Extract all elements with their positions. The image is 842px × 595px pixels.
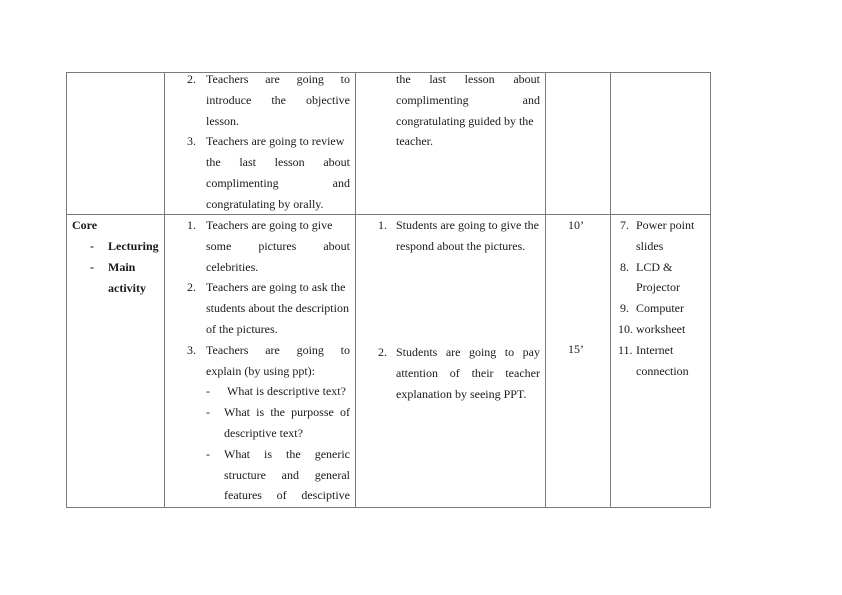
word: of [449, 365, 460, 380]
word: going [296, 342, 324, 357]
student-activity-line [396, 345, 540, 359]
student-activity-line: Students are going to give the [396, 218, 539, 232]
teacher-activity-line: lesson. [206, 113, 239, 128]
teacher-activity-line: students about the description [206, 301, 349, 316]
word: last [239, 155, 256, 170]
student-activity-line [396, 366, 540, 380]
explanation-bullet-line [224, 405, 350, 419]
word: objective [306, 92, 350, 107]
word: desciptive [301, 488, 350, 503]
word: purposse [291, 405, 334, 420]
table-row-border [66, 214, 711, 215]
media-item: connection [636, 363, 689, 378]
media-item: Computer [636, 301, 684, 316]
teacher-activity-line [206, 72, 350, 86]
teacher-activity-line [206, 176, 350, 190]
word: to [504, 345, 515, 359]
media-item: Power point [636, 218, 695, 232]
word: about [323, 238, 350, 253]
teacher-activity-line [206, 93, 350, 107]
list-number: 7. [620, 218, 629, 232]
student-activity-line: explanation by seeing PPT. [396, 386, 527, 401]
word: Teachers [206, 72, 249, 86]
word: are [265, 342, 280, 357]
student-activity-line [396, 72, 540, 86]
word: lesson [464, 72, 495, 86]
student-activity-line [396, 93, 540, 107]
teacher-activity-line: celebrities. [206, 259, 259, 274]
list-number: 2. [187, 280, 196, 295]
word: introduce [206, 92, 252, 107]
word: Students [396, 345, 438, 359]
word: to [340, 342, 350, 357]
word: the [206, 155, 221, 170]
word: and [522, 92, 540, 107]
teacher-activity-line [206, 239, 350, 253]
dash-bullet: - [206, 384, 210, 399]
dash-bullet: - [206, 446, 210, 461]
list-number: 11. [618, 342, 633, 357]
media-item: slides [636, 238, 664, 253]
list-number: 3. [187, 134, 196, 149]
media-item: Internet [636, 342, 674, 357]
word: generic [314, 446, 350, 461]
table-column-border [545, 72, 546, 508]
word: is [256, 405, 265, 420]
teacher-activity-line: Teachers are going to give [206, 218, 333, 232]
word: the [270, 405, 285, 420]
explanation-bullet-line [224, 488, 350, 502]
word: What [224, 405, 250, 420]
list-number: 1. [378, 218, 387, 232]
word: the [286, 446, 301, 461]
word: the [396, 72, 411, 86]
word: to [340, 72, 350, 86]
word: features [224, 488, 262, 503]
word: about [513, 72, 540, 86]
word: some [206, 238, 232, 253]
dash-bullet: - [90, 259, 94, 274]
dash-bullet: - [90, 239, 94, 253]
time-allocation: 10’ [568, 218, 584, 232]
list-number: 2. [187, 72, 196, 86]
word: lesson [274, 155, 305, 170]
explanation-bullet-line [224, 447, 350, 461]
list-number: 8. [620, 259, 629, 274]
word: pictures [258, 238, 297, 253]
table-column-border [710, 72, 711, 508]
table-row-border [66, 507, 711, 508]
table-column-border [66, 72, 67, 508]
word: of [339, 405, 350, 420]
dash-bullet: - [206, 405, 210, 420]
stage-item: activity [108, 280, 146, 295]
teacher-activity-line: Teachers are going to ask the [206, 280, 346, 295]
word: What [224, 446, 250, 461]
word: attention [396, 365, 438, 380]
word: last [429, 72, 446, 86]
word: are [445, 345, 461, 359]
student-activity-line: respond about the pictures. [396, 238, 526, 253]
media-item: worksheet [636, 322, 686, 336]
teacher-activity-line: congratulating by orally. [206, 196, 324, 211]
explanation-bullet-line: descriptive text? [224, 426, 303, 440]
word: and [281, 467, 299, 482]
word: of [276, 488, 287, 503]
word: going [296, 72, 324, 86]
list-number: 3. [187, 342, 196, 357]
teacher-activity-line [206, 155, 350, 169]
word: their [471, 365, 494, 380]
list-number: 1. [187, 218, 196, 232]
teacher-activity-line [206, 343, 350, 357]
stage-item: Main [108, 259, 136, 274]
time-allocation: 15’ [568, 342, 584, 356]
teacher-activity-line: explain (by using ppt): [206, 363, 315, 378]
table-column-border [610, 72, 611, 508]
list-number: 2. [378, 345, 387, 359]
stage-title: Core [72, 218, 98, 232]
word: complimenting [206, 176, 279, 190]
list-number: 9. [620, 301, 629, 316]
word: and [332, 176, 350, 190]
word: about [323, 155, 350, 170]
table-column-border [355, 72, 356, 508]
explanation-bullet-line [224, 468, 350, 482]
teacher-activity-line: Teachers are going to review [206, 134, 345, 149]
table-row-border [66, 72, 711, 73]
stage-item: Lecturing [108, 239, 159, 253]
list-number: 10. [618, 322, 633, 336]
student-activity-line: congratulating guided by the [396, 113, 534, 128]
media-item: Projector [636, 280, 680, 295]
table-column-border [164, 72, 165, 508]
word: going [468, 345, 497, 359]
media-item: LCD & [636, 259, 673, 274]
student-activity-line: teacher. [396, 134, 433, 149]
word: complimenting [396, 92, 469, 107]
explanation-bullet-line: What is descriptive text? [227, 384, 346, 399]
word: structure [224, 467, 266, 482]
word: the [271, 92, 286, 107]
word: teacher [505, 365, 540, 380]
word: general [314, 467, 350, 482]
word: are [265, 72, 280, 86]
teacher-activity-line: of the pictures. [206, 322, 278, 336]
word: Teachers [206, 342, 249, 357]
word: pay [522, 345, 540, 359]
word: is [264, 446, 273, 461]
